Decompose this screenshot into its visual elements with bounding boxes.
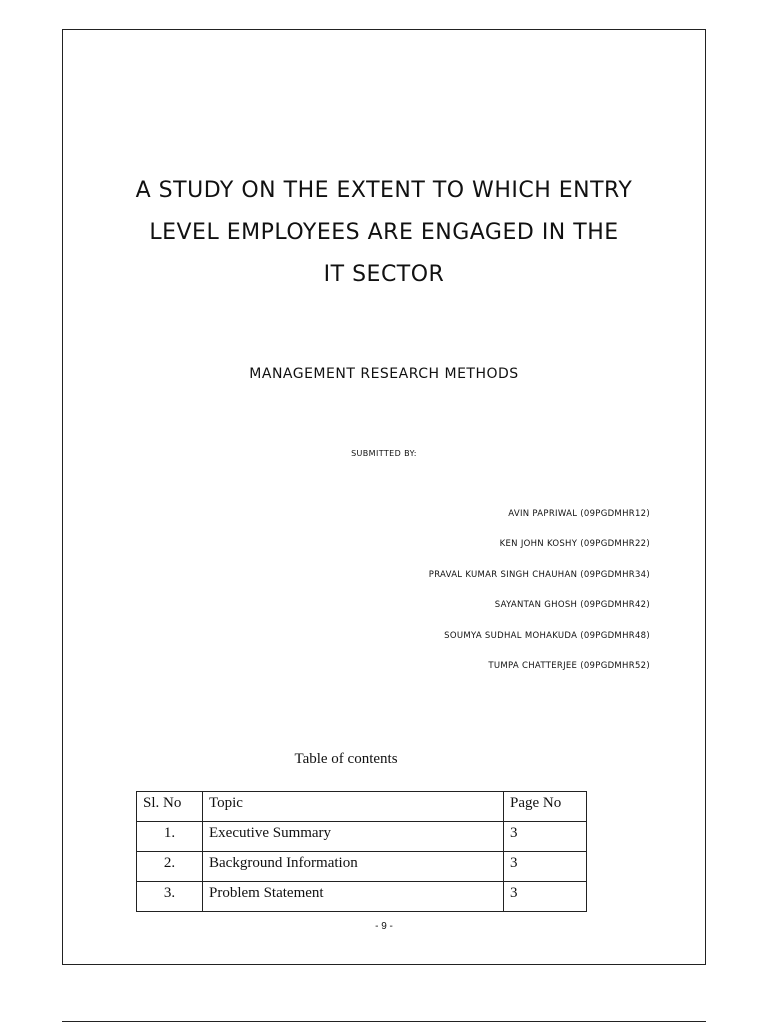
toc-cell-number: 1. bbox=[137, 822, 203, 852]
toc-heading: Table of contents bbox=[294, 751, 398, 767]
toc-header-cell: Page No bbox=[504, 792, 587, 822]
title-line-1: A STUDY ON THE EXTENT TO WHICH ENTRY bbox=[135, 178, 633, 203]
toc-cell-page: 3 bbox=[504, 852, 587, 882]
toc-cell-number: 3. bbox=[137, 882, 203, 912]
table-row bbox=[137, 852, 587, 882]
title-line-3: IT SECTOR bbox=[323, 262, 445, 287]
toc-cell-page: 3 bbox=[504, 882, 587, 912]
toc-cell-page: 3 bbox=[504, 822, 587, 852]
author-item: SOUMYA SUDHAL MOHAKUDA (09PGDMHR48) bbox=[444, 630, 650, 641]
toc-cell-topic: Problem Statement bbox=[203, 882, 504, 912]
toc-cell-topic: Executive Summary bbox=[203, 822, 504, 852]
submitted-by-label: SUBMITTED BY: bbox=[351, 449, 417, 458]
toc-header-row bbox=[137, 792, 587, 822]
table-row bbox=[137, 882, 587, 912]
author-item: KEN JOHN KOSHY (09PGDMHR22) bbox=[499, 539, 650, 550]
toc-header-cell: Sl. No bbox=[137, 792, 203, 822]
bottom-divider bbox=[62, 1021, 706, 1022]
page-frame bbox=[62, 29, 706, 965]
author-item: SAYANTAN GHOSH (09PGDMHR42) bbox=[494, 600, 650, 611]
author-item: PRAVAL KUMAR SINGH CHAUHAN (09PGDMHR34) bbox=[428, 569, 650, 580]
author-list bbox=[429, 507, 650, 689]
document-title bbox=[63, 170, 705, 296]
title-line-2: LEVEL EMPLOYEES ARE ENGAGED IN THE bbox=[149, 220, 619, 245]
author-item: TUMPA CHATTERJEE (09PGDMHR52) bbox=[488, 660, 650, 671]
toc-table bbox=[136, 791, 587, 912]
course-name: MANAGEMENT RESEARCH METHODS bbox=[249, 366, 519, 382]
toc-cell-topic: Background Information bbox=[203, 852, 504, 882]
author-item: AVIN PAPRIWAL (09PGDMHR12) bbox=[508, 509, 650, 519]
table-row bbox=[137, 822, 587, 852]
toc-cell-number: 2. bbox=[137, 852, 203, 882]
toc-header-cell: Topic bbox=[203, 792, 504, 822]
page-number: - 9 - bbox=[375, 921, 393, 932]
